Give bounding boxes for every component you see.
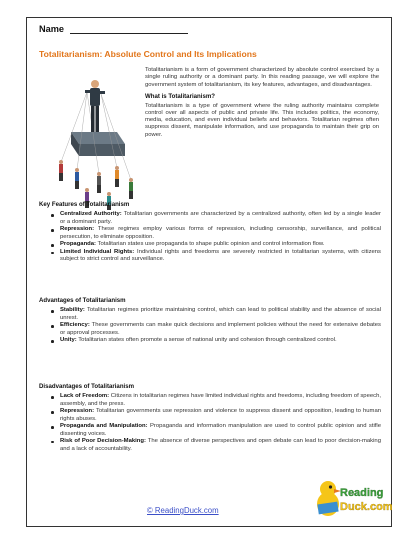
disadvantages-heading: Disadvantages of Totalitarianism — [39, 383, 135, 390]
readingduck-link[interactable]: © ReadingDuck.com — [147, 506, 219, 515]
logo-text-line1: Reading — [340, 487, 384, 499]
list-item: Centralized Authority: Totalitarian governments are characterized by a centralized authority, often led by a single leader or a dominant party. — [60, 211, 381, 225]
intro-paragraph: Totalitarianism is a form of government characterized by absolute control exercised by a single ruling authority or a dominant party. In this reading passage, we will explore the government system of totalitarianism, its key features, advantages, and disadvantages. — [145, 67, 379, 88]
list-item: Unity: Totalitarian states often promote a sense of national unity and cohesion through centralized control. — [60, 337, 381, 344]
worksheet-page — [26, 17, 392, 527]
definition-paragraph: Totalitarianism is a type of government where the ruling authority maintains complete control over all aspects of public and private life. This includes politics, the economy, media, education, and even individual beliefs and behaviors. Totalitarian regimes often suppress dissent, manipulate information, and use propaganda to maintain their grip on power. — [145, 102, 379, 138]
name-blank-line[interactable] — [70, 23, 188, 34]
list-item: Risk of Poor Decision-Making: The absence of diverse perspectives and open debate can lead to poor decision-making and a lack of accountability. — [60, 438, 381, 452]
what-is-heading: What is Totalitarianism? — [145, 92, 215, 100]
disadvantages-section — [39, 383, 381, 453]
logo-text-line2: Duck.com — [340, 501, 393, 513]
list-item: Stability: Totalitarian regimes prioritize maintaining control, which can lead to political stability and the absence of social unrest. — [60, 307, 381, 321]
list-item: Propaganda and Manipulation: Propaganda and information manipulation are used to control public opinion and stifle dissenting voices. — [60, 423, 381, 437]
name-label: Name — [39, 24, 65, 34]
list-item: Repression: These regimes employ various forms of repression, including censorship, surveillance, and political persecution, to eliminate opposition. — [60, 226, 381, 240]
key-features-heading: Key Features of Totalitarianism — [39, 201, 130, 208]
readingduck-logo — [312, 470, 393, 524]
list-item: Efficiency: These governments can make quick decisions and implement policies without the need for extensive debates or approval processes. — [60, 322, 381, 336]
list-item: Propaganda: Totalitarian states use propaganda to shape public opinion and control information flow. — [60, 241, 381, 248]
advantages-heading: Advantages of Totalitarianism — [39, 297, 126, 304]
page-title: Totalitarianism: Absolute Control and Its Implications — [39, 49, 257, 59]
list-item: Limited Individual Rights: Individual rights and freedoms are severely restricted in totalitarian systems, with citizens subject to strict control and surveillance. — [60, 248, 382, 263]
list-item: Repression: Totalitarian governments use repression and violence to suppress dissent and opposition, leading to human rights abuses. — [60, 408, 381, 422]
intro-text — [145, 67, 379, 143]
puppet-master-illustration — [47, 70, 139, 210]
key-features-section — [39, 201, 381, 264]
name-field — [39, 24, 188, 35]
advantages-section — [39, 297, 381, 345]
list-item: Lack of Freedom: Citizens in totalitarian regimes have limited individual rights and freedoms, including freedom of speech, assembly, and the press. — [60, 393, 381, 407]
